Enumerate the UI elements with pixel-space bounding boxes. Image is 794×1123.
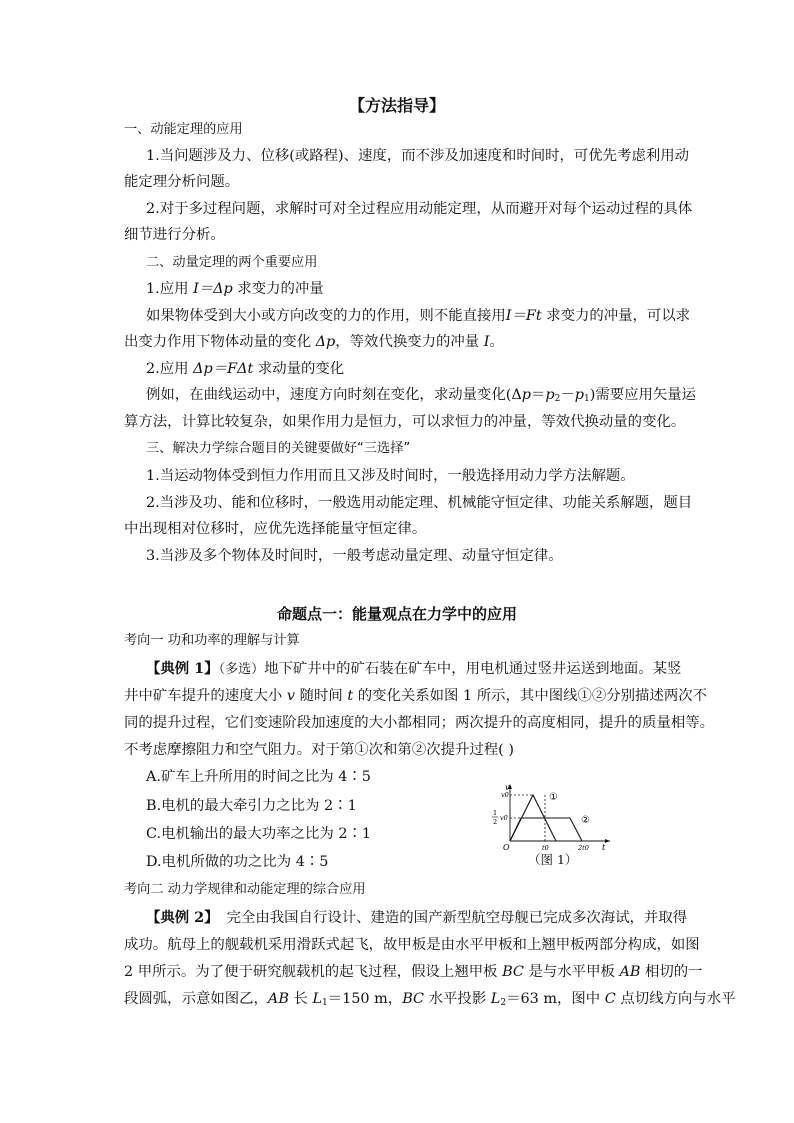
example-2-text-4d: 水平投影 xyxy=(424,991,491,1007)
velocity-time-figure xyxy=(486,783,616,853)
example-1-option-c: C.电机输出的最大功率之比为 2∶1 xyxy=(146,826,372,842)
para-1-line-2: 能定理分析问题。 xyxy=(124,174,240,190)
example-1-line-4: 不考虑摩擦阻力和空气阻力。对于第①次和第②次提升过程( ) xyxy=(124,742,514,758)
para-4-sub-2: 2 xyxy=(554,394,561,404)
example-2-tag: 【典例 2】 xyxy=(146,909,219,926)
para-4-sub-1: 1 xyxy=(583,394,590,404)
para-1-line-1: 1.当问题涉及力、位移(或路程)、速度，而不涉及加速度和时间时，可优先考虑利用动 xyxy=(146,148,690,164)
example-2-text-4e: ＝63 m，图中 xyxy=(506,991,605,1007)
example-2-l1-sub: 1 xyxy=(322,998,328,1008)
para-3-formula: I＝Ft xyxy=(505,308,542,324)
example-2-text-3a: 2 甲所示。为了便于研究舰载机的起飞过程，假设上翘甲板 xyxy=(124,964,503,980)
para-4-minus: － xyxy=(560,387,575,403)
example-2-bc-2: BC xyxy=(402,991,425,1007)
direction-1-heading: 考向一 功和功率的理解与计算 xyxy=(124,633,300,648)
para-4-p2: p xyxy=(545,387,555,403)
example-1-line-1 xyxy=(146,659,681,680)
section-heading-3: 三、解决力学综合题目的关键要做好“三选择” xyxy=(146,441,411,456)
example-1-t: t xyxy=(347,688,354,704)
impulse-formula: I＝Δp xyxy=(193,281,233,297)
sub-heading-impulse-pre: 1.应用 xyxy=(146,281,194,297)
sub-heading-momentum-pre: 2.应用 xyxy=(146,361,194,377)
para-3-delta-p: Δp xyxy=(315,334,336,350)
para-4-eq: ＝ xyxy=(531,387,546,403)
half-numerator: 1 xyxy=(493,809,498,817)
para-4-p1: p xyxy=(574,387,584,403)
sub-heading-impulse-post: 求变力的冲量 xyxy=(232,281,324,297)
para-3-impulse-symbol: I xyxy=(483,334,490,350)
para-4-line-2: 算方法，计算比较复杂，如果作用力是恒力，可以求恒力的冲量，等效代换动量的变化。 xyxy=(124,414,686,430)
para-7-line-1: 3.当涉及多个物体及时间时，一般考虑动量定理、动量守恒定律。 xyxy=(146,548,563,564)
example-1-text-2a: 井中矿车提升的速度大小 xyxy=(124,688,287,704)
example-2-line-3 xyxy=(124,962,703,982)
method-guide-title: 【方法指导】 xyxy=(348,96,445,115)
figure-caption: （图 1） xyxy=(528,852,578,867)
proposition-title: 命题点一：能量观点在力学中的应用 xyxy=(276,605,517,623)
example-1-v: v xyxy=(286,688,296,704)
v0-label: v0 xyxy=(501,791,509,799)
sub-heading-momentum-post: 求动量的变化 xyxy=(253,361,345,377)
example-1-text-1: 地下矿井中的矿石装在矿车中，用电机通过竖井运送到地面。某竖 xyxy=(264,661,682,677)
para-4-text-a: 例如，在曲线运动中，速度方向时刻在变化，求动量变化(Δ xyxy=(146,387,522,403)
origin-label: O xyxy=(503,843,510,852)
example-2-text-4c: ＝150 m， xyxy=(327,991,403,1007)
example-2-l2: L xyxy=(490,991,501,1007)
t-axis-label: t xyxy=(602,843,606,852)
para-3-text-d: ，等效代换变力的冲量 xyxy=(335,334,484,350)
section-heading-2: 二、动量定理的两个重要应用 xyxy=(146,255,318,270)
example-1-option-a: A.矿车上升所用的时间之比为 4∶5 xyxy=(146,769,371,785)
para-5-line-1: 1.当运动物体受到恒力作用而且又涉及时间时，一般选择用动力学方法解题。 xyxy=(146,468,635,484)
para-3-text-e: 。 xyxy=(489,334,504,350)
example-1-line-3: 同的提升过程，它们变速阶段加速度的大小都相同；两次提升的高度相同，提升的质量相等。 xyxy=(124,715,715,731)
example-2-l2-sub: 2 xyxy=(500,998,507,1008)
example-2-l1: L xyxy=(312,991,322,1007)
example-2-line-4 xyxy=(124,989,735,1013)
example-2-ab: AB xyxy=(619,964,641,980)
para-3-line-1 xyxy=(146,306,690,326)
para-6-line-2: 中出现相对位移时，应优先选择能量守恒定律。 xyxy=(124,521,427,537)
example-2-text-4b: 长 xyxy=(288,991,313,1007)
direction-2-heading: 考向二 动力学规律和动能定理的综合应用 xyxy=(124,882,366,897)
example-1-option-d: D.电机所做的功之比为 4∶5 xyxy=(146,854,329,870)
example-1-tag: 【典例 1】 xyxy=(146,660,219,677)
curve-2-mark: ② xyxy=(581,815,590,826)
example-1-multi: （多选） xyxy=(218,662,265,677)
para-4-line-1 xyxy=(146,385,696,409)
v-axis-label: v xyxy=(505,783,510,792)
t-axis-arrow xyxy=(605,839,610,843)
curve-1-mark: ① xyxy=(549,792,558,803)
example-1-text-2b: 随时间 xyxy=(295,688,348,704)
para-3-text-b: 求变力的冲量，可以求 xyxy=(541,308,691,324)
example-2-line-2: 成功。航母上的舰载机采用滑跃式起飞，故甲板是由水平甲板和上翘甲板两部分构成，如图 xyxy=(124,937,700,953)
example-1-line-2 xyxy=(124,686,707,706)
example-2-text-1: 完全由我国自行设计、建造的国产新型航空母舰已完成多次海试，并取得 xyxy=(226,910,688,926)
t0-label: t0 xyxy=(542,844,549,852)
example-2-text-3b: 是与水平甲板 xyxy=(523,964,620,980)
example-2-bc: BC xyxy=(502,964,524,980)
para-3-line-2 xyxy=(124,332,504,352)
example-2-line-1 xyxy=(146,908,687,928)
para-4-text-b: )需要应用矢量运 xyxy=(589,387,697,403)
para-6-line-1: 2.当涉及功、能和位移时，一般选用动能定理、机械能守恒定律、功能关系解题，题目 xyxy=(146,495,693,511)
example-2-text-4a: 段圆弧，示意如图乙， xyxy=(124,991,268,1007)
example-1-option-b: B.电机的最大牵引力之比为 2∶1 xyxy=(146,798,357,814)
example-2-c: C xyxy=(604,991,616,1007)
2t0-label: 2t0 xyxy=(578,844,589,852)
half-v0-label: v0 xyxy=(500,814,508,822)
half-denominator: 2 xyxy=(493,818,498,826)
example-2-ab-2: AB xyxy=(267,991,289,1007)
example-1-text-2c: 的变化关系如图 1 所示，其中图线①②分别描述两次不 xyxy=(353,688,708,704)
example-2-text-3c: 相切的一 xyxy=(640,964,703,980)
example-2-text-4f: 点切线方向与水平 xyxy=(615,991,736,1007)
para-3-text-a: 如果物体受到大小或方向改变的力的作用，则不能直接用 xyxy=(146,308,506,324)
para-2-line-2: 细节进行分析。 xyxy=(124,227,225,243)
sub-heading-impulse xyxy=(146,279,324,299)
para-2-line-1: 2.对于多过程问题，求解时可对全过程应用动能定理，从而避开对每个运动过程的具体 xyxy=(146,201,693,217)
para-4-p: p xyxy=(521,387,531,403)
sub-heading-momentum xyxy=(146,359,344,379)
para-3-text-c: 出变力作用下物体动量的变化 xyxy=(124,334,316,350)
momentum-formula: Δp＝FΔt xyxy=(193,361,254,377)
section-heading-1: 一、动能定理的应用 xyxy=(124,122,243,137)
